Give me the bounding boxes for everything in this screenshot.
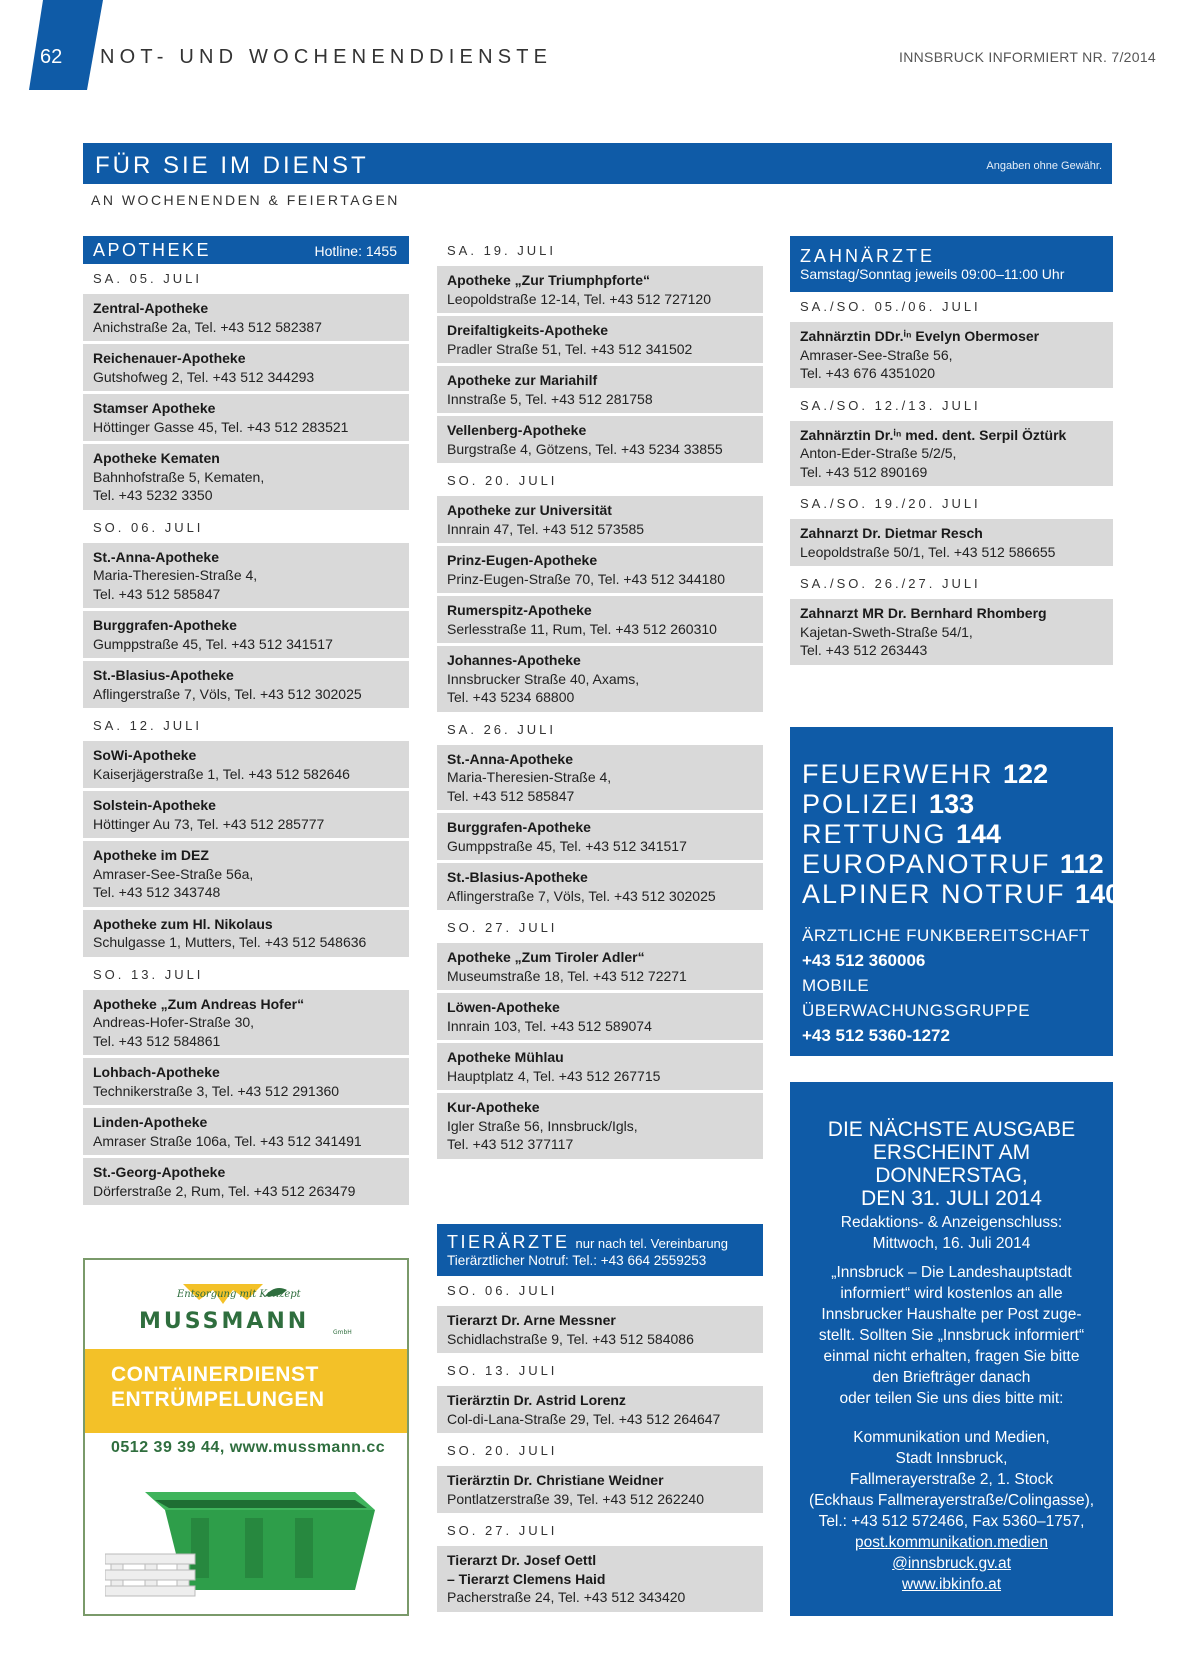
entry-name: Lohbach-Apotheke xyxy=(93,1064,220,1080)
emergency-service-name: FEUERWEHR xyxy=(802,759,994,789)
next-issue-headline xyxy=(800,1118,1103,1210)
entry-detail: Tel. +43 5232 3350 xyxy=(93,487,213,503)
ad-service-container: CONTAINERDIENST xyxy=(111,1363,319,1386)
website-link[interactable]: www.ibkinfo.at xyxy=(901,1576,1002,1593)
service-entry xyxy=(790,519,1113,566)
entry-detail: Anton-Eder-Straße 5/2/5, xyxy=(800,445,957,461)
entry-detail: Maria-Theresien-Straße 4, xyxy=(93,567,258,583)
service-entry xyxy=(83,294,409,341)
entry-detail: Pontlatzerstraße 39, Tel. +43 512 262240 xyxy=(447,1490,704,1507)
entry-name: Apotheke im DEZ xyxy=(93,847,209,863)
service-entry xyxy=(83,791,409,838)
service-entry xyxy=(437,1043,763,1090)
entry-detail: Tel. +43 512 584861 xyxy=(93,1032,221,1049)
service-entry xyxy=(83,444,409,510)
date-heading: SO. 06. JULI xyxy=(93,519,204,535)
entry-name: Zahnarzt Dr. Dietmar Resch xyxy=(800,525,983,541)
text-line: Redaktions- & Anzeigenschluss: xyxy=(840,1214,1063,1231)
service-entry xyxy=(437,1306,763,1353)
pharmacy-title: APOTHEKE xyxy=(93,240,212,260)
entry-name: Apotheke „Zur Triumphpforte“ xyxy=(447,272,650,288)
surveillance-group-number: +43 512 5360-1272 xyxy=(802,1026,950,1045)
date-heading: SO. 27. JULI xyxy=(447,1523,558,1538)
entry-name: Tierärztin Dr. Astrid Lorenz xyxy=(447,1392,626,1408)
ad-service-clearance: ENTRÜMPELUNGEN xyxy=(111,1388,325,1411)
text-line: DIE NÄCHSTE AUSGABE xyxy=(827,1118,1076,1141)
service-entry xyxy=(790,599,1113,665)
dentists-header xyxy=(790,236,1113,292)
medical-service-label: ÄRZTLICHE FUNKBEREITSCHAFT xyxy=(802,926,1090,945)
text-line: ERSCHEINT AM DONNERSTAG, xyxy=(872,1141,1031,1187)
entry-detail: Amraser-See-Straße 56a, xyxy=(93,865,254,882)
emergency-line xyxy=(802,789,1101,819)
entry-detail: Andreas-Hofer-Straße 30, xyxy=(93,1014,255,1030)
entry-name: Zahnärztin DDr.ⁱⁿ Evelyn Obermoser xyxy=(800,328,1040,344)
entry-name: St.-Georg-Apotheke xyxy=(93,1164,226,1180)
entry-name: Stamser Apotheke xyxy=(93,400,216,416)
service-entry xyxy=(83,1158,409,1205)
date-heading: SA. 05. JULI xyxy=(93,271,202,286)
text-line: Fallmerayerstraße 2, 1. Stock xyxy=(849,1471,1054,1488)
emergency-service-name: POLIZEI xyxy=(802,789,920,819)
emergency-line xyxy=(802,879,1121,909)
service-entry xyxy=(83,543,409,609)
service-entry xyxy=(83,611,409,658)
emergency-line xyxy=(802,819,1101,849)
emergency-lines xyxy=(802,759,1121,909)
distribution-info xyxy=(800,1262,1103,1409)
entry-detail: Tel. +43 5234 68800 xyxy=(447,689,575,705)
entry-name: Löwen-Apotheke xyxy=(447,999,560,1015)
ad-contact: 0512 39 39 44, www.mussmann.cc xyxy=(111,1439,386,1456)
emergency-number: 112 xyxy=(1060,849,1104,879)
entry-detail: Aflingerstraße 7, Völs, Tel. +43 512 302025 xyxy=(93,685,362,702)
vets-section xyxy=(437,1224,763,1615)
date-heading: SO. 13. JULI xyxy=(93,966,204,982)
entry-name: St.-Blasius-Apotheke xyxy=(93,667,234,683)
service-entry xyxy=(83,344,409,391)
service-entry xyxy=(437,1093,763,1159)
entry-detail: Gumppstraße 45, Tel. +43 512 341517 xyxy=(93,635,333,652)
text-line: Tel.: +43 512 572466, Fax 5360–1757, xyxy=(818,1513,1085,1530)
entry-detail: Aflingerstraße 7, Völs, Tel. +43 512 302025 xyxy=(447,887,716,904)
service-entry xyxy=(83,1108,409,1155)
service-entry xyxy=(437,943,763,990)
entry-detail: Col-di-Lana-Straße 29, Tel. +43 512 264647 xyxy=(447,1410,721,1427)
service-entry xyxy=(790,322,1113,388)
ad-tagline: Entsorgung mit Konzept xyxy=(177,1289,301,1300)
entry-name: Apotheke zur Mariahilf xyxy=(447,372,598,388)
service-entry xyxy=(790,421,1113,487)
page-number-tab xyxy=(29,0,103,90)
vets-note: nur nach tel. Vereinbarung xyxy=(575,1236,729,1251)
entry-name: Solstein-Apotheke xyxy=(93,797,216,813)
text-line: informiert“ wird kostenlos an alle xyxy=(840,1285,1063,1302)
entry-detail: Serlesstraße 11, Rum, Tel. +43 512 260310 xyxy=(447,620,717,637)
entry-name: St.-Anna-Apotheke xyxy=(447,750,573,767)
entry-detail: Tel. +43 512 343748 xyxy=(93,884,221,900)
pharmacy-column-1 xyxy=(83,236,409,1208)
section-title: NOT- UND WOCHENENDDIENSTE xyxy=(100,46,553,68)
entry-detail: Maria-Theresien-Straße 4, xyxy=(447,769,612,785)
entry-name: Apotheke Mühlau xyxy=(447,1049,564,1065)
text-line: stellt. Sollten Sie „Innsbruck informiert“ xyxy=(818,1327,1085,1344)
entry-detail: Burgstraße 4, Götzens, Tel. +43 5234 33855 xyxy=(447,440,723,457)
entry-detail: Hauptplatz 4, Tel. +43 512 267715 xyxy=(447,1067,661,1084)
banner-subtitle: AN WOCHENENDEN & FEIERTAGEN xyxy=(91,192,400,208)
text-line: (Eckhaus Fallmerayerstraße/Colingasse), xyxy=(808,1492,1095,1509)
entry-name: Apotheke zur Universität xyxy=(447,502,612,518)
contact-email-link[interactable] xyxy=(800,1532,1103,1574)
text-line: Kommunikation und Medien, xyxy=(853,1429,1050,1446)
entry-name: Zentral-Apotheke xyxy=(93,300,209,316)
service-entry xyxy=(437,546,763,593)
service-entry xyxy=(437,416,763,463)
emergency-number: 144 xyxy=(956,819,1002,849)
entry-detail: Technikerstraße 3, Tel. +43 512 291360 xyxy=(93,1082,340,1099)
dentists-hours: Samstag/Sonntag jeweils 09:00–11:00 Uhr xyxy=(800,266,1065,282)
entry-name: Burggrafen-Apotheke xyxy=(447,819,591,835)
date-heading: SO. 20. JULI xyxy=(447,473,558,488)
text-line: post.kommunikation.medien xyxy=(855,1534,1048,1551)
entry-detail: Gutshofweg 2, Tel. +43 512 344293 xyxy=(93,368,315,385)
deadline-text xyxy=(800,1212,1103,1254)
text-line: einmal nicht erhalten, fragen Sie bitte xyxy=(823,1348,1080,1365)
entry-name: Tierarzt Dr. Arne Messner xyxy=(447,1312,616,1328)
date-heading: SA. 12. JULI xyxy=(93,718,202,733)
entry-detail: Gumppstraße 45, Tel. +43 512 341517 xyxy=(447,837,687,854)
entry-detail: Leopoldstraße 12-14, Tel. +43 512 727120 xyxy=(447,290,712,307)
entry-detail: Anichstraße 2a, Tel. +43 512 582387 xyxy=(93,318,322,335)
entry-detail: Tel. +43 512 890169 xyxy=(800,463,928,480)
text-line: oder teilen Sie uns dies bitte mit: xyxy=(839,1390,1064,1407)
emergency-number: 133 xyxy=(929,789,975,819)
service-entry xyxy=(437,813,763,860)
entry-detail: Prinz-Eugen-Straße 70, Tel. +43 512 344180 xyxy=(447,570,725,587)
ad-brand: MUSSMANN xyxy=(139,1309,310,1334)
entry-detail: Schidlachstraße 9, Tel. +43 512 584086 xyxy=(447,1330,694,1347)
entry-name: Tierärztin Dr. Christiane Weidner xyxy=(447,1472,664,1488)
text-line: Stadt Innsbruck, xyxy=(895,1450,1008,1467)
service-entry xyxy=(437,1386,763,1433)
service-entry xyxy=(83,910,409,957)
mussmann-advertisement[interactable] xyxy=(83,1258,409,1616)
date-heading: SA./SO. 26./27. JULI xyxy=(800,576,981,591)
service-entry xyxy=(437,863,763,910)
service-entry xyxy=(437,1546,763,1612)
entry-detail: Amraser-See-Straße 56, xyxy=(800,346,953,363)
entry-detail: Höttinger Au 73, Tel. +43 512 285777 xyxy=(93,815,325,832)
service-entry xyxy=(437,646,763,712)
vets-title: TIERÄRZTE xyxy=(447,1232,570,1252)
medical-service-number: +43 512 360006 xyxy=(802,951,926,970)
date-heading: SO. 27. JULI xyxy=(447,920,558,935)
emergency-service-name: RETTUNG xyxy=(802,819,947,849)
service-entry xyxy=(437,1466,763,1513)
entry-name: SoWi-Apotheke xyxy=(93,747,197,763)
contact-address xyxy=(800,1427,1103,1532)
issue-label: INNSBRUCK INFORMIERT NR. 7/2014 xyxy=(899,49,1156,65)
entry-name: Zahnärztin Dr.ⁱⁿ med. dent. Serpil Öztürk xyxy=(800,426,1067,443)
emergency-number: 122 xyxy=(1003,759,1049,789)
entry-detail: Höttinger Gasse 45, Tel. +43 512 283521 xyxy=(93,418,349,435)
date-heading: SO. 13. JULI xyxy=(447,1363,558,1378)
entry-name: Apotheke „Zum Andreas Hofer“ xyxy=(93,995,305,1012)
date-heading: SA./SO. 19./20. JULI xyxy=(800,496,981,511)
service-entry xyxy=(83,1058,409,1105)
service-entry xyxy=(83,990,409,1056)
ad-service-banner xyxy=(85,1349,407,1433)
pharmacy-header xyxy=(83,236,409,264)
entry-name: Linden-Apotheke xyxy=(93,1114,208,1130)
entry-name: Tierarzt Dr. Josef Oettl xyxy=(447,1552,597,1568)
entry-name: St.-Blasius-Apotheke xyxy=(447,869,588,885)
entry-detail: Innsbrucker Straße 40, Axams, xyxy=(447,670,640,687)
pharmacy-hotline: Hotline: 1455 xyxy=(314,243,397,259)
entry-name: Apotheke zum Hl. Nikolaus xyxy=(93,915,273,932)
emergency-number: 140 xyxy=(1075,879,1121,909)
entry-detail: Leopoldstraße 50/1, Tel. +43 512 586655 xyxy=(800,543,1056,560)
pharmacy-column-2 xyxy=(437,236,763,1162)
entry-detail: Kaiserjägerstraße 1, Tel. +43 512 582646 xyxy=(93,765,350,782)
entry-detail: Pacherstraße 24, Tel. +43 512 343420 xyxy=(447,1589,686,1605)
entry-detail: Dörferstraße 2, Rum, Tel. +43 512 263479 xyxy=(93,1182,356,1199)
entry-name: Apotheke Kematen xyxy=(93,450,220,466)
entry-detail: Tel. +43 512 263443 xyxy=(800,642,928,658)
text-line: @innsbruck.gv.at xyxy=(892,1555,1011,1572)
entry-detail: Tel. +43 512 377117 xyxy=(447,1136,574,1152)
date-heading: SA./SO. 05./06. JULI xyxy=(800,299,981,314)
mussmann-logo xyxy=(115,1282,375,1342)
entry-name: Burggrafen-Apotheke xyxy=(93,617,237,633)
text-line: den Briefträger danach xyxy=(872,1369,1031,1386)
text-line: Innsbrucker Haushalte per Post zuge- xyxy=(821,1306,1082,1323)
entry-name: St.-Anna-Apotheke xyxy=(93,548,219,565)
service-entry xyxy=(437,596,763,643)
service-entry xyxy=(437,266,763,313)
entry-detail: Amraser Straße 106a, Tel. +43 512 341491 xyxy=(93,1132,362,1149)
entry-name: Vellenberg-Apotheke xyxy=(447,422,587,438)
entry-name: Reichenauer-Apotheke xyxy=(93,350,246,366)
date-heading: SO. 06. JULI xyxy=(447,1283,558,1298)
entry-detail: Bahnhofstraße 5, Kematen, xyxy=(93,468,265,485)
service-entry xyxy=(437,316,763,363)
emergency-line xyxy=(802,849,1104,879)
date-heading: SA. 19. JULI xyxy=(447,243,556,258)
text-line: DEN 31. JULI 2014 xyxy=(861,1187,1042,1210)
entry-name: Zahnarzt MR Dr. Bernhard Rhomberg xyxy=(800,605,1047,621)
entry-detail: Museumstraße 18, Tel. +43 512 72271 xyxy=(447,967,687,984)
entry-name: Prinz-Eugen-Apotheke xyxy=(447,552,598,568)
service-entry xyxy=(437,366,763,413)
entry-detail: Innstraße 5, Tel. +43 512 281758 xyxy=(447,390,653,407)
ad-brand-suffix: GmbH xyxy=(333,1329,352,1336)
service-entry xyxy=(83,841,409,907)
entry-detail: Innrain 103, Tel. +43 512 589074 xyxy=(447,1017,652,1034)
emergency-numbers-box xyxy=(790,727,1121,1056)
emergency-service-name: ALPINER NOTRUF xyxy=(802,879,1066,909)
entry-detail: Tel. +43 512 585847 xyxy=(93,585,221,602)
text-line: Mittwoch, 16. Juli 2014 xyxy=(872,1235,1031,1252)
page-number: 62 xyxy=(40,46,63,68)
date-heading: SA./SO. 12./13. JULI xyxy=(800,397,981,413)
service-entry xyxy=(437,745,763,811)
dentists-title: ZAHNÄRZTE xyxy=(800,246,935,266)
entry-name: Johannes-Apotheke xyxy=(447,652,581,668)
surveillance-group-label: MOBILE ÜBERWACHUNGSGRUPPE xyxy=(802,976,1031,1020)
service-entry xyxy=(437,496,763,543)
entry-name: Dreifaltigkeits-Apotheke xyxy=(447,322,609,338)
date-heading: SA. 26. JULI xyxy=(447,721,556,737)
entry-detail: Innrain 47, Tel. +43 512 573585 xyxy=(447,520,645,537)
vets-header xyxy=(437,1224,763,1276)
next-issue-box xyxy=(790,1082,1113,1616)
entry-detail: Schulgasse 1, Mutters, Tel. +43 512 548636 xyxy=(93,934,367,950)
entry-detail: Tel. +43 676 4351020 xyxy=(800,365,936,381)
entry-name: Rumerspitz-Apotheke xyxy=(447,602,592,618)
entry-name: Apotheke „Zum Tiroler Adler“ xyxy=(447,949,645,965)
entry-detail: Tel. +43 512 585847 xyxy=(447,787,575,804)
service-entry xyxy=(437,993,763,1040)
text-line: „Innsbruck – Die Landeshauptstadt xyxy=(831,1264,1072,1281)
entry-detail: Pradler Straße 51, Tel. +43 512 341502 xyxy=(447,340,693,357)
entry-detail: Kajetan-Sweth-Straße 54/1, xyxy=(800,623,973,640)
entry-detail: – Tierarzt Clemens Haid xyxy=(447,1570,606,1587)
dentists-section xyxy=(790,236,1113,668)
service-entry xyxy=(83,394,409,441)
vets-emergency-line: Tierärztlicher Notruf: Tel.: +43 664 2559253 xyxy=(447,1253,707,1268)
service-entry xyxy=(83,661,409,708)
emergency-line xyxy=(802,759,1101,789)
emergency-service-name: EUROPANOTRUF xyxy=(802,849,1051,879)
entry-detail: Igler Straße 56, Innsbruck/Igls, xyxy=(447,1117,638,1134)
main-banner xyxy=(83,143,1112,184)
date-heading: SO. 20. JULI xyxy=(447,1443,558,1458)
container-illustration xyxy=(105,1470,395,1610)
service-entry xyxy=(83,741,409,788)
banner-title: FÜR SIE IM DIENST xyxy=(95,152,369,179)
entry-name: Kur-Apotheke xyxy=(447,1099,540,1115)
disclaimer-note: Angaben ohne Gewähr. xyxy=(986,160,1102,172)
